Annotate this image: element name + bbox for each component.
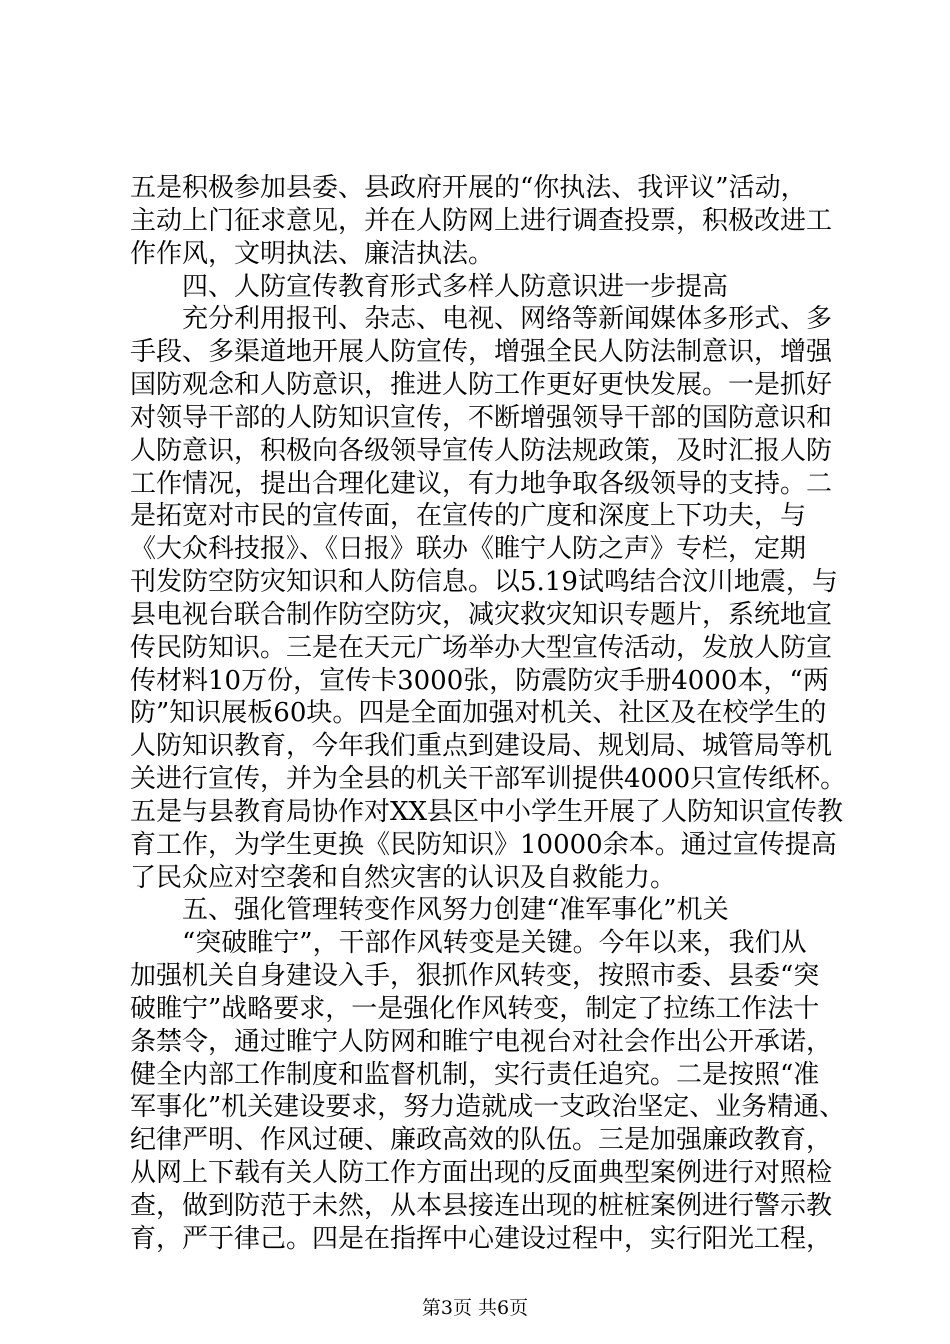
body-line: 主动上门征求意见，并在人防网上进行调查投票，积极改进工 (130, 206, 833, 236)
body-line: 关进行宣传，并为全县的机关干部军训提供4000只宣传纸杯。 (130, 764, 847, 794)
body-line: 传民防知识。三是在天元广场举办大型宣传活动，发放人防宣 (130, 633, 833, 663)
body-line: 育工作，为学生更换《民防知识》10000余本。通过宣传提高 (130, 830, 837, 860)
body-line: 工作情况，提出合理化建议，有力地争取各级领导的支持。二 (130, 469, 833, 499)
page-footer: 第3页 共6页 (421, 1297, 529, 1319)
body-line: 人防知识教育，今年我们重点到建设局、规划局、城管局等机 (130, 731, 833, 761)
body-line: 防”知识展板60块。四是全面加强对机关、社区及在校学生的 (130, 698, 827, 728)
body-line: 充分利用报刊、杂志、电视、网络等新闻媒体多形式、多 (182, 304, 833, 334)
body-line: 《大众科技报》、《日报》联办《睢宁人防之声》专栏，定期 (130, 534, 807, 564)
body-line: 五是积极参加县委、县政府开展的“你执法、我评议”活动， (130, 173, 807, 203)
body-line: 从网上下载有关人防工作方面出现的反面典型案例进行对照检 (130, 1158, 833, 1188)
body-line: 作作风，文明执法、廉洁执法。 (130, 239, 495, 269)
body-line: “突破睢宁”，干部作风转变是关键。今年以来，我们从 (182, 928, 807, 958)
body-line: 是拓宽对市民的宣传面，在宣传的广度和深度上下功夫，与 (130, 501, 807, 531)
body-line: 县电视台联合制作防空防灾，减灾救灾知识专题片，系统地宣 (130, 600, 833, 630)
body-line: 加强机关自身建设入手，狠抓作风转变，按照市委、县委“突 (130, 961, 820, 991)
body-line: 国防观念和人防意识，推进人防工作更好更快发展。一是抓好 (130, 370, 833, 400)
body-line: 人防意识，积极向各级领导宣传人防法规政策，及时汇报人防 (130, 436, 833, 466)
body-line: 健全内部工作制度和监督机制，实行责任追究。二是按照“准 (130, 1060, 820, 1090)
body-line: 对领导干部的人防知识宣传，不断增强领导干部的国防意识和 (130, 403, 833, 433)
section-heading: 四、人防宣传教育形式多样人防意识进一步提高 (182, 272, 729, 302)
body-line: 查，做到防范于未然，从本县接连出现的桩桩案例进行警示教 (130, 1191, 833, 1221)
body-line: 传材料10万份，宣传卡3000张，防震防灾手册4000本，“两 (130, 666, 829, 696)
section-heading: 五、强化管理转变作风努力创建“准军事化”机关 (182, 895, 729, 925)
body-line: 了民众应对空袭和自然灾害的认识及自救能力。 (130, 863, 677, 893)
body-line: 破睢宁”战略要求，一是强化作风转变，制定了拉练工作法十 (130, 994, 820, 1024)
body-line: 手段、多渠道地开展人防宣传，增强全民人防法制意识，增强 (130, 337, 833, 367)
body-line: 刊发防空防灾知识和人防信息。以5.19试鸣结合汶川地震，与 (130, 567, 838, 597)
body-line: 纪律严明、作风过硬、廉政高效的队伍。三是加强廉政教育， (130, 1125, 833, 1155)
body-line: 军事化”机关建设要求，努力造就成一支政治坚定、业务精通、 (130, 1092, 846, 1122)
body-line: 育，严于律己。四是在指挥中心建设过程中，实行阳光工程， (130, 1224, 833, 1254)
body-line: 五是与县教育局协作对XX县区中小学生开展了人防知识宣传教 (130, 797, 844, 827)
body-line: 条禁令，通过睢宁人防网和睢宁电视台对社会作出公开承诺， (130, 1027, 833, 1057)
